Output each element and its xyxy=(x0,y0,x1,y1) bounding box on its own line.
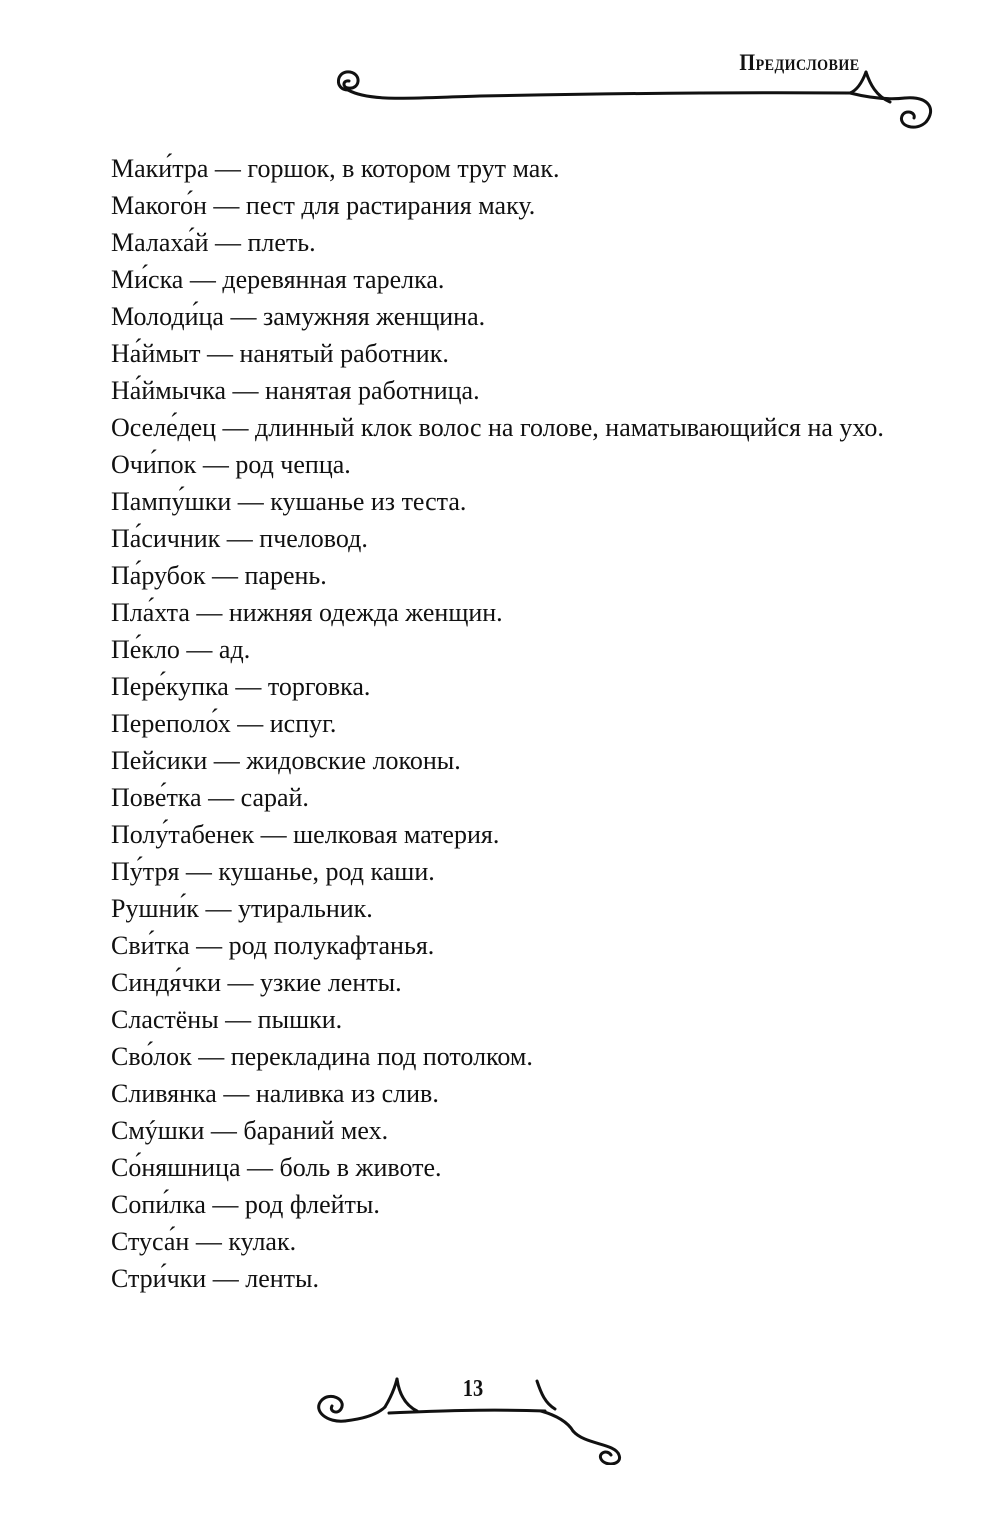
glossary-entry: Пере́купка — торговка. xyxy=(111,672,371,701)
glossary-entry: Пампу́шки — кушанье из теста. xyxy=(111,487,467,516)
glossary-entry: Со́няшница — боль в животе. xyxy=(111,1153,442,1182)
glossary-entry: Рушни́к — утиральник. xyxy=(111,894,373,923)
glossary-entry: Па́рубок — парень. xyxy=(111,561,327,590)
glossary-entry: Сви́тка — род полукафтанья. xyxy=(111,931,435,960)
glossary-entry: Сопи́лка — род флейты. xyxy=(111,1190,380,1219)
glossary-list xyxy=(75,150,895,1297)
glossary-entry: Оселе́дец — длинный клок волос на голове, наматывающийся на ухо. xyxy=(111,413,884,442)
glossary-entry: Макого́н — пест для растирания маку. xyxy=(111,191,536,220)
glossary-entry: Стуса́н — кулак. xyxy=(111,1227,297,1256)
glossary-entry: Смýшки — бараний мех. xyxy=(111,1116,389,1145)
glossary-entry: Сво́лок — перекладина под потолком. xyxy=(111,1042,533,1071)
glossary-entry: Синдя́чки — узкие ленты. xyxy=(111,968,402,997)
page-number: 13 xyxy=(462,1376,484,1402)
glossary-entry: На́ймычка — нанятая работница. xyxy=(111,376,480,405)
glossary-entry: Пла́хта — нижняя одежда женщин. xyxy=(111,598,503,627)
glossary-entry: Пейсики — жидовские локоны. xyxy=(111,746,461,775)
glossary-entry: Полу́табенек — шелковая материя. xyxy=(111,820,500,849)
glossary-entry: Пове́тка — сарай. xyxy=(111,783,309,812)
glossary-entry: Молоди́ца — замужняя женщина. xyxy=(111,302,486,331)
glossary-entry: Па́сичник — пчеловод. xyxy=(111,524,368,553)
glossary-entry: Сливянка — наливка из слив. xyxy=(111,1079,439,1108)
glossary-entry: Пу́тря — кушанье, род каши. xyxy=(111,857,435,886)
glossary-entry: Очи́пок — род чепца. xyxy=(111,450,351,479)
glossary-entry: Пе́кло — ад. xyxy=(111,635,251,664)
glossary-entry: Стри́чки — ленты. xyxy=(111,1264,319,1293)
glossary-entry: На́ймыт — нанятый работник. xyxy=(111,339,449,368)
running-header-title: Предисловие xyxy=(739,50,860,75)
glossary-entry: Сластёны — пышки. xyxy=(111,1005,343,1034)
glossary-entry: Малаха́й — плеть. xyxy=(111,228,316,257)
header-flourish-ornament xyxy=(330,60,945,140)
glossary-entry: Ми́ска — деревянная тарелка. xyxy=(111,265,445,294)
glossary-entry: Переполо́х — испуг. xyxy=(111,709,337,738)
glossary-entry: Маки́тра — горшок, в котором трут мак. xyxy=(111,154,560,183)
